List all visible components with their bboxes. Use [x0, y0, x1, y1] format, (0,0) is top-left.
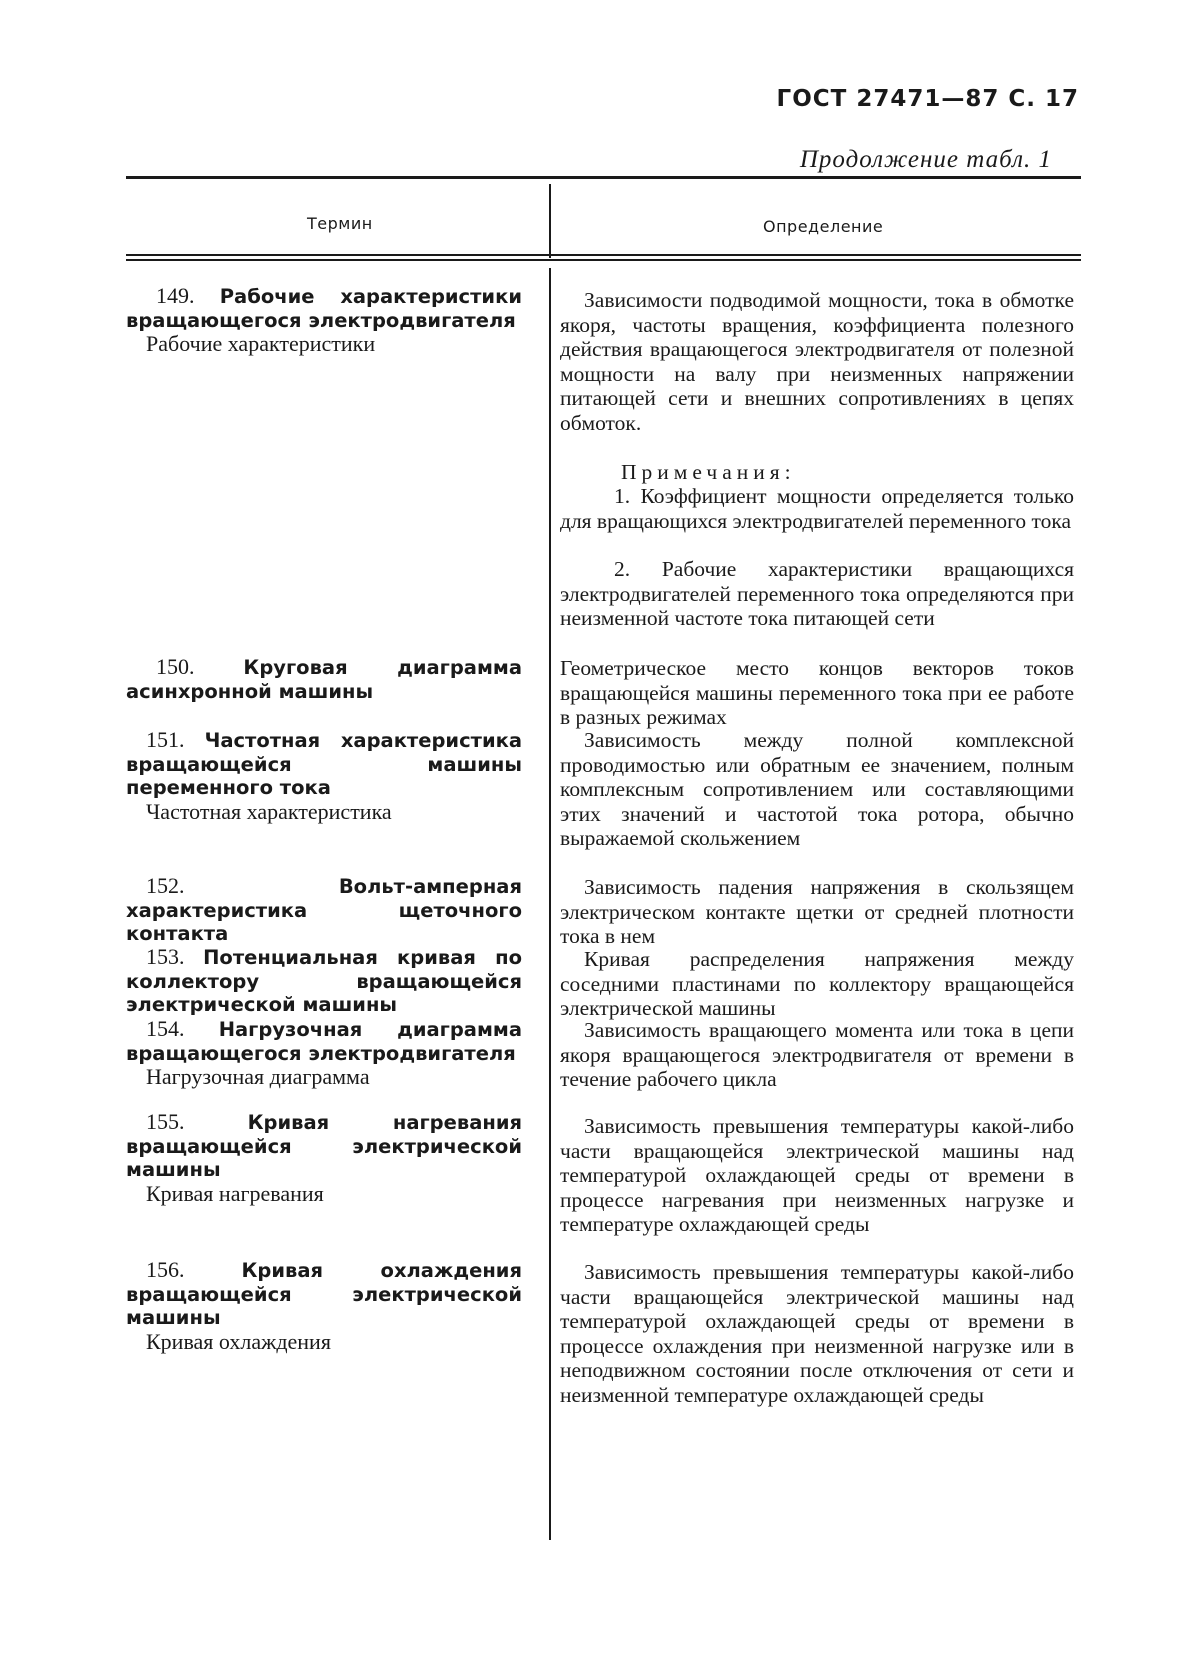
continuation-label: Продолжение табл. 1 [799, 146, 1052, 173]
term-154: 154. Нагрузочная диаграмма вращающегося электродвигателя Нагрузочная диаграмма [126, 1016, 522, 1089]
term-153-title: Потенциальная кривая по коллектору вращающейся электрической машины [126, 946, 522, 1016]
term-149-title: Рабочие характеристики вращающегося электродвигателя [126, 285, 522, 332]
term-149-short: Рабочие характеристики [146, 331, 376, 356]
term-154-short: Нагрузочная диаграмма [146, 1064, 370, 1089]
term-155-title: Кривая нагревания вращающейся электрической машины [126, 1111, 523, 1181]
term-149: 149. Рабочие характеристики вращающегося электродвигателя Рабочие характеристики [126, 283, 522, 356]
term-150-title: Круговая диаграмма асинхронной машины [126, 656, 522, 703]
term-153: 153. Потенциальная кривая по коллектору вращающейся электрической машины [126, 944, 522, 1016]
definition-column-header: Определение [763, 217, 884, 236]
note-149-1: 1. Коэффициент мощности определяется только для вращающихся электродвигателей переменного тока [560, 484, 1074, 533]
term-155: 155. Кривая нагревания вращающейся электрической машины Кривая нагревания [126, 1109, 523, 1206]
definition-151: Зависимость между полной комплексной проводимостью или обратным ее значением, полным комплексным сопротивлением или составляющими этих значений и частотой тока ротора, обычно выражаемой скольжением [560, 728, 1074, 850]
term-152: 152. Вольт-амперная характеристика щеточного контакта [126, 873, 522, 945]
definition-153: Кривая распределения напряжения между соседними пластинами по коллектору вращающейся электрической машины [560, 947, 1074, 1020]
header-divider [549, 184, 551, 258]
term-150: 150. Круговая диаграмма асинхронной машины [126, 654, 522, 703]
header-rule-2 [126, 259, 1081, 261]
definition-152: Зависимость падения напряжения в скользящем электрическом контакте щетки от средней плотности тока в нем [560, 875, 1074, 948]
term-152-title: Вольт-амперная характеристика щеточного контакта [126, 875, 522, 945]
page-header: ГОСТ 27471—87 С. 17 [776, 86, 1079, 112]
term-156-short: Кривая охлаждения [146, 1328, 331, 1354]
definition-149: Зависимости подводимой мощности, тока в обмотке якоря, частоты вращения, коэффициента полезного действия вращающегося электродвигателя от полезной мощности на валу при неизменных напряжении питающей сети и внешних сопротивлениях в цепях обмоток. [560, 288, 1074, 435]
term-156-title: Кривая охлаждения вращающейся электрической машины [126, 1259, 522, 1329]
definition-154: Зависимость вращающего момента или тока в цепи якоря вращающегося электродвигателя от времени в течение рабочего цикла [560, 1018, 1074, 1091]
definition-150: Геометрическое место концов векторов токов вращающейся машины переменного тока при ее работе в разных режимах [560, 656, 1074, 729]
definition-155: Зависимость превышения температуры какой-либо части вращающейся электрической машины над температурой охлаждающей среды от времени в процессе нагревания при неизменных нагрузке и температуре охлаждающей среды [560, 1114, 1074, 1236]
header-rule-1 [126, 254, 1081, 256]
term-151-short: Частотная характеристика [146, 798, 392, 824]
term-155-short: Кривая нагревания [146, 1180, 324, 1206]
note-149-2: 2. Рабочие характеристики вращающихся электродвигателей переменного тока определяются при неизменной частоте тока питающей сети [560, 557, 1074, 630]
top-rule [126, 176, 1081, 179]
term-154-title: Нагрузочная диаграмма вращающегося электродвигателя [126, 1018, 522, 1065]
term-151: 151. Частотная характеристика вращающейся машины переменного тока Частотная характеристика [126, 727, 522, 824]
notes-title-149: Примечания: [621, 460, 796, 484]
term-151-title: Частотная характеристика вращающейся машины переменного тока [126, 729, 522, 799]
term-column-header: Термин [307, 214, 373, 233]
definition-156: Зависимость превышения температуры какой-либо части вращающейся электрической машины над температурой охлаждающей среды от времени в процессе охлаждения при неизменной нагрузке или в неподвижном состоянии после отключения от сети и неизменной температуре охлаждающей среды [560, 1260, 1074, 1407]
term-156: 156. Кривая охлаждения вращающейся электрической машины Кривая охлаждения [126, 1257, 522, 1354]
column-divider [549, 268, 551, 1540]
